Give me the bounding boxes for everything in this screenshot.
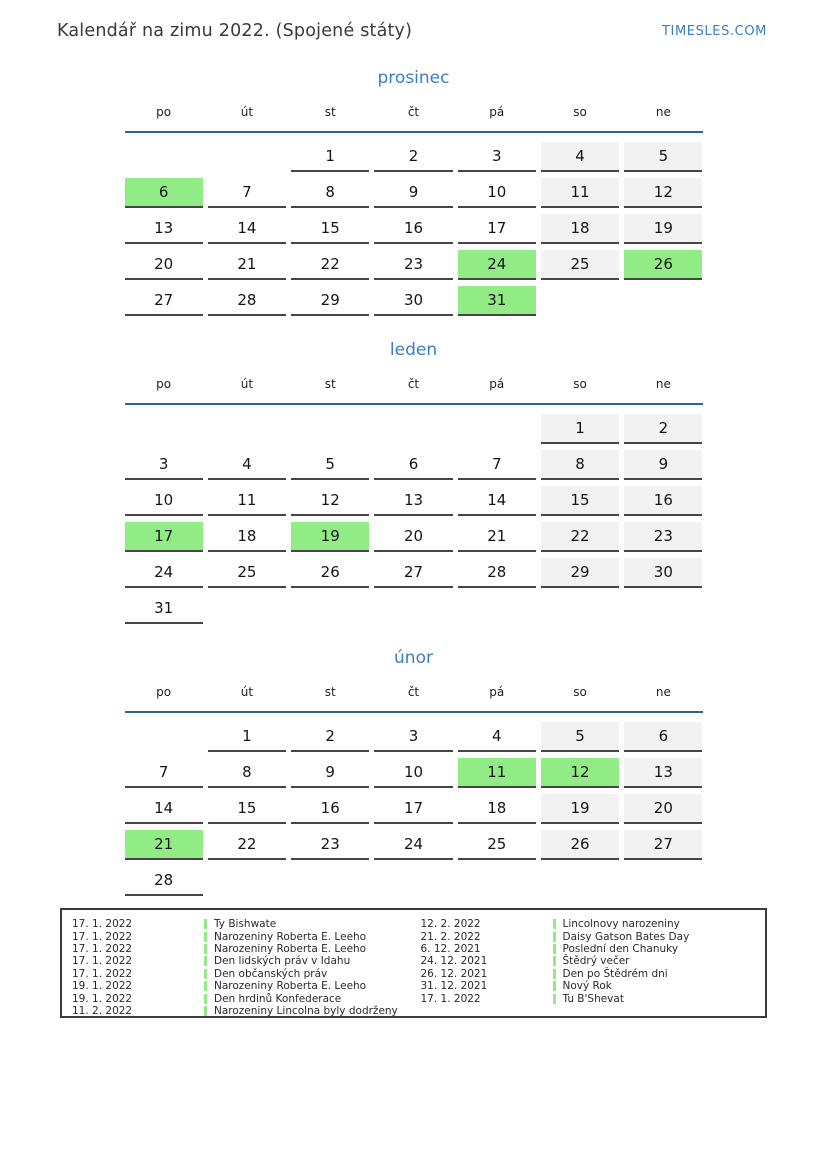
weekday-label: so — [573, 377, 587, 391]
month-title: prosinec — [377, 68, 450, 88]
weekday-label: st — [324, 105, 336, 119]
day-cell: 8 — [291, 178, 369, 208]
legend-item — [72, 968, 407, 980]
day-cell: 24 — [458, 250, 536, 280]
legend-name: Den občanských práv — [214, 967, 328, 980]
legend-item — [72, 992, 407, 1004]
day-cell: 18 — [541, 214, 619, 244]
day-cell: 24 — [125, 558, 203, 588]
day-cell: 4 — [208, 450, 286, 480]
day-cell: 3 — [125, 450, 203, 480]
legend-date: 17. 1. 2022 — [72, 930, 133, 943]
day-cell: 27 — [125, 286, 203, 316]
day-cell: 15 — [208, 794, 286, 824]
day-cell: 11 — [458, 758, 536, 788]
legend-date: 11. 2. 2022 — [72, 1004, 133, 1017]
legend-item — [72, 955, 407, 967]
holiday-color-bar — [204, 919, 207, 929]
day-cell: 13 — [624, 758, 702, 788]
empty-cell — [208, 866, 286, 896]
day-cell: 25 — [208, 558, 286, 588]
holiday-color-bar — [204, 1006, 207, 1016]
day-cell: 22 — [541, 522, 619, 552]
day-cell: 29 — [541, 558, 619, 588]
weekday-label: ne — [655, 377, 671, 391]
weekday-label: út — [240, 105, 254, 119]
weekday-label: ne — [655, 105, 671, 119]
day-cell: 8 — [541, 450, 619, 480]
empty-cell — [125, 142, 203, 172]
legend-name: Tu B'Shevat — [562, 992, 624, 1005]
day-cell: 27 — [374, 558, 452, 588]
day-cell: 9 — [374, 178, 452, 208]
legend-item — [72, 918, 407, 930]
holiday-color-bar — [553, 956, 556, 966]
day-cell: 16 — [374, 214, 452, 244]
holiday-color-bar — [553, 944, 556, 954]
day-cell: 28 — [458, 558, 536, 588]
day-cell: 25 — [541, 250, 619, 280]
legend-date: 17. 1. 2022 — [72, 918, 133, 931]
empty-cell — [374, 866, 452, 896]
weekday-label: ne — [655, 685, 671, 699]
legend-item — [421, 968, 756, 980]
day-cell: 20 — [125, 250, 203, 280]
legend-item — [421, 992, 756, 1004]
day-cell: 18 — [208, 522, 286, 552]
day-cell: 13 — [125, 214, 203, 244]
holiday-color-bar — [204, 994, 207, 1004]
day-cell: 26 — [624, 250, 702, 280]
holiday-color-bar — [553, 981, 556, 991]
legend-date: 12. 2. 2022 — [420, 918, 481, 931]
legend-item — [421, 955, 756, 967]
site-link[interactable]: TIMESLES.COM — [661, 24, 767, 39]
day-cell: 20 — [624, 794, 702, 824]
legend-date: 19. 1. 2022 — [72, 992, 133, 1005]
holiday-legend — [60, 908, 767, 1018]
months-section — [125, 68, 703, 896]
day-cell: 14 — [458, 486, 536, 516]
empty-cell — [624, 286, 702, 316]
header-rule — [125, 711, 703, 713]
day-cell: 2 — [374, 142, 452, 172]
day-cell: 9 — [624, 450, 702, 480]
legend-name: Poslední den Chanuky — [562, 942, 679, 955]
day-cell: 6 — [374, 450, 452, 480]
day-cell: 15 — [541, 486, 619, 516]
legend-name: Lincolnovy narozeniny — [562, 918, 680, 931]
day-cell: 7 — [208, 178, 286, 208]
weekday-label: po — [156, 377, 172, 391]
day-cell: 16 — [624, 486, 702, 516]
day-cell: 30 — [374, 286, 452, 316]
day-cell: 30 — [624, 558, 702, 588]
day-cell: 26 — [541, 830, 619, 860]
day-cell: 19 — [541, 794, 619, 824]
day-cell: 21 — [458, 522, 536, 552]
empty-cell — [125, 722, 203, 752]
day-cell: 1 — [291, 142, 369, 172]
day-cell: 11 — [541, 178, 619, 208]
day-cell: 12 — [291, 486, 369, 516]
holiday-color-bar — [553, 969, 556, 979]
empty-cell — [541, 866, 619, 896]
day-cell: 28 — [208, 286, 286, 316]
empty-cell — [458, 866, 536, 896]
legend-date: 17. 1. 2022 — [72, 967, 133, 980]
empty-cell — [541, 594, 619, 624]
day-cell: 6 — [125, 178, 203, 208]
day-cell: 26 — [291, 558, 369, 588]
weekday-header — [125, 105, 703, 119]
legend-date: 17. 1. 2022 — [420, 992, 481, 1005]
day-cell: 7 — [125, 758, 203, 788]
weekday-label: čt — [407, 377, 420, 391]
empty-cell — [458, 594, 536, 624]
legend-column — [72, 918, 407, 1017]
empty-cell — [291, 414, 369, 444]
month-únor — [125, 648, 703, 896]
day-cell: 7 — [458, 450, 536, 480]
legend-date: 19. 1. 2022 — [72, 980, 133, 993]
day-cell: 21 — [125, 830, 203, 860]
day-cell: 11 — [208, 486, 286, 516]
legend-name: Štědrý večer — [562, 955, 630, 968]
empty-cell — [291, 866, 369, 896]
weekday-label: po — [156, 685, 172, 699]
month-leden — [125, 340, 703, 624]
empty-cell — [624, 594, 702, 624]
legend-item — [72, 943, 407, 955]
legend-item — [421, 918, 756, 930]
day-cell: 5 — [624, 142, 702, 172]
legend-name: Nový Rok — [562, 980, 612, 993]
day-cell: 14 — [208, 214, 286, 244]
day-cell: 10 — [125, 486, 203, 516]
day-cell: 2 — [291, 722, 369, 752]
day-cell: 8 — [208, 758, 286, 788]
holiday-color-bar — [204, 956, 207, 966]
legend-date: 17. 1. 2022 — [72, 942, 133, 955]
legend-column — [421, 918, 756, 1017]
legend-date: 26. 12. 2021 — [420, 967, 488, 980]
day-cell: 18 — [458, 794, 536, 824]
holiday-color-bar — [204, 981, 207, 991]
legend-name: Narozeniny Lincolna byly dodrženy — [214, 1004, 398, 1017]
day-cell: 19 — [291, 522, 369, 552]
day-cell: 3 — [374, 722, 452, 752]
weekday-label: út — [240, 377, 254, 391]
empty-cell — [374, 414, 452, 444]
day-cell: 4 — [458, 722, 536, 752]
weekday-label: čt — [407, 105, 420, 119]
legend-name: Narozeniny Roberta E. Leeho — [214, 942, 367, 955]
day-cell: 29 — [291, 286, 369, 316]
empty-cell — [208, 142, 286, 172]
day-cell: 12 — [541, 758, 619, 788]
weekday-label: st — [324, 685, 336, 699]
weekday-label: po — [156, 105, 172, 119]
day-cell: 6 — [624, 722, 702, 752]
day-cell: 16 — [291, 794, 369, 824]
legend-item — [421, 980, 756, 992]
month-prosinec — [125, 68, 703, 316]
empty-cell — [374, 594, 452, 624]
weekday-label: pá — [489, 377, 505, 391]
day-cell: 10 — [458, 178, 536, 208]
day-cell: 19 — [624, 214, 702, 244]
day-cell: 21 — [208, 250, 286, 280]
day-cell: 14 — [125, 794, 203, 824]
empty-cell — [624, 866, 702, 896]
legend-date: 24. 12. 2021 — [420, 955, 488, 968]
holiday-color-bar — [553, 994, 556, 1004]
day-cell: 5 — [541, 722, 619, 752]
legend-item — [421, 930, 756, 942]
holiday-color-bar — [204, 944, 207, 954]
day-cell: 23 — [374, 250, 452, 280]
legend-item — [72, 930, 407, 942]
day-cell: 1 — [541, 414, 619, 444]
day-cell: 31 — [458, 286, 536, 316]
day-cell: 22 — [291, 250, 369, 280]
day-cell: 17 — [125, 522, 203, 552]
empty-cell — [208, 414, 286, 444]
legend-name: Ty Bishwate — [214, 918, 277, 931]
page-title: Kalendář na zimu 2022. (Spojené státy) — [57, 21, 413, 41]
day-cell: 22 — [208, 830, 286, 860]
weekday-label: út — [240, 685, 254, 699]
day-cell: 12 — [624, 178, 702, 208]
legend-date: 21. 2. 2022 — [420, 930, 481, 943]
legend-name: Daisy Gatson Bates Day — [562, 930, 690, 943]
empty-cell — [125, 414, 203, 444]
month-grid — [125, 414, 703, 624]
empty-cell — [541, 286, 619, 316]
day-cell: 17 — [374, 794, 452, 824]
holiday-color-bar — [204, 932, 207, 942]
day-cell: 23 — [291, 830, 369, 860]
day-cell: 5 — [291, 450, 369, 480]
day-cell: 2 — [624, 414, 702, 444]
weekday-label: st — [324, 377, 336, 391]
weekday-label: pá — [489, 685, 505, 699]
day-cell: 25 — [458, 830, 536, 860]
weekday-header — [125, 685, 703, 699]
day-cell: 9 — [291, 758, 369, 788]
legend-date: 31. 12. 2021 — [420, 980, 488, 993]
day-cell: 13 — [374, 486, 452, 516]
legend-name: Narozeniny Roberta E. Leeho — [214, 930, 367, 943]
month-grid — [125, 142, 703, 316]
header-rule — [125, 131, 703, 133]
day-cell: 3 — [458, 142, 536, 172]
holiday-color-bar — [553, 932, 556, 942]
day-cell: 27 — [624, 830, 702, 860]
legend-name: Den hrdinů Konfederace — [214, 992, 342, 1005]
day-cell: 4 — [541, 142, 619, 172]
day-cell: 23 — [624, 522, 702, 552]
day-cell: 20 — [374, 522, 452, 552]
weekday-label: čt — [407, 685, 420, 699]
legend-date: 17. 1. 2022 — [72, 955, 133, 968]
weekday-header — [125, 377, 703, 391]
weekday-label: so — [573, 685, 587, 699]
legend-date: 6. 12. 2021 — [420, 942, 481, 955]
legend-item — [72, 980, 407, 992]
legend-name: Den po Štědrém dni — [562, 967, 668, 980]
legend-item — [421, 943, 756, 955]
empty-cell — [458, 414, 536, 444]
legend-name: Den lidských práv v Idahu — [214, 955, 351, 968]
header-rule — [125, 403, 703, 405]
legend-item — [72, 1005, 407, 1017]
day-cell: 17 — [458, 214, 536, 244]
month-title: únor — [394, 648, 433, 668]
day-cell: 15 — [291, 214, 369, 244]
day-cell: 28 — [125, 866, 203, 896]
day-cell: 10 — [374, 758, 452, 788]
top-bar — [0, 0, 827, 41]
weekday-label: so — [573, 105, 587, 119]
month-title: leden — [389, 340, 438, 360]
empty-cell — [291, 594, 369, 624]
day-cell: 31 — [125, 594, 203, 624]
holiday-color-bar — [204, 969, 207, 979]
day-cell: 1 — [208, 722, 286, 752]
month-grid — [125, 722, 703, 896]
legend-name: Narozeniny Roberta E. Leeho — [214, 980, 367, 993]
empty-cell — [208, 594, 286, 624]
weekday-label: pá — [489, 105, 505, 119]
day-cell: 24 — [374, 830, 452, 860]
holiday-color-bar — [553, 919, 556, 929]
